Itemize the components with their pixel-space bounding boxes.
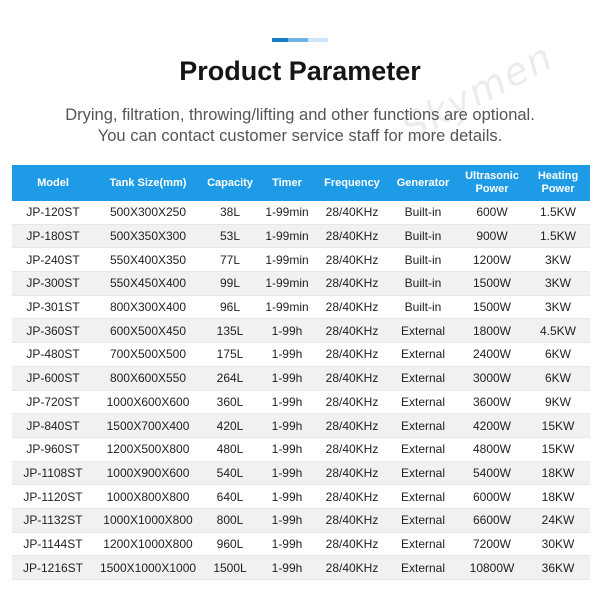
cell-heating-power: 1.5KW xyxy=(526,201,590,224)
table-row xyxy=(12,295,590,319)
cell-ultrasonic-power: 6600W xyxy=(458,508,526,532)
cell-ultrasonic-power: 1500W xyxy=(458,272,526,296)
cell-ultrasonic-power: 10800W xyxy=(458,556,526,580)
cell-timer: 1-99min xyxy=(258,295,316,319)
column-header-timer: Timer xyxy=(258,165,316,201)
table-row xyxy=(12,201,590,224)
cell-tank-size: 600X500X450 xyxy=(94,319,202,343)
cell-timer: 1-99min xyxy=(258,201,316,224)
table-row xyxy=(12,343,590,367)
cell-generator: External xyxy=(388,414,458,438)
page-title: Product Parameter xyxy=(179,56,421,86)
cell-timer: 1-99h xyxy=(258,319,316,343)
accent-segment xyxy=(272,38,288,42)
cell-tank-size: 550X450X400 xyxy=(94,272,202,296)
accent-segment xyxy=(288,38,308,42)
cell-model: JP-360ST xyxy=(12,319,94,343)
subtitle-line: Drying, filtration, throwing/lifting and other functions are optional. xyxy=(65,106,535,124)
table-row xyxy=(12,437,590,461)
cell-generator: Built-in xyxy=(388,248,458,272)
table-row xyxy=(12,366,590,390)
cell-heating-power: 6KW xyxy=(526,343,590,367)
cell-generator: External xyxy=(388,390,458,414)
cell-model: JP-1132ST xyxy=(12,508,94,532)
table-row xyxy=(12,485,590,509)
cell-frequency: 28/40KHz xyxy=(316,532,388,556)
cell-tank-size: 1000X800X800 xyxy=(94,485,202,509)
cell-generator: External xyxy=(388,437,458,461)
cell-ultrasonic-power: 600W xyxy=(458,201,526,224)
cell-model: JP-840ST xyxy=(12,414,94,438)
accent-segment xyxy=(308,38,328,42)
cell-model: JP-1108ST xyxy=(12,461,94,485)
column-header-generator: Generator xyxy=(388,165,458,201)
cell-frequency: 28/40KHz xyxy=(316,295,388,319)
cell-timer: 1-99h xyxy=(258,437,316,461)
cell-frequency: 28/40KHz xyxy=(316,556,388,580)
table-row xyxy=(12,224,590,248)
cell-generator: Built-in xyxy=(388,295,458,319)
cell-capacity: 77L xyxy=(202,248,258,272)
cell-heating-power: 30KW xyxy=(526,532,590,556)
cell-ultrasonic-power: 1500W xyxy=(458,295,526,319)
cell-frequency: 28/40KHz xyxy=(316,224,388,248)
cell-frequency: 28/40KHz xyxy=(316,343,388,367)
table-body xyxy=(12,201,590,580)
cell-capacity: 960L xyxy=(202,532,258,556)
cell-ultrasonic-power: 4800W xyxy=(458,437,526,461)
cell-timer: 1-99h xyxy=(258,390,316,414)
cell-model: JP-120ST xyxy=(12,201,94,224)
cell-heating-power: 18KW xyxy=(526,485,590,509)
cell-heating-power: 15KW xyxy=(526,414,590,438)
cell-capacity: 420L xyxy=(202,414,258,438)
cell-ultrasonic-power: 4200W xyxy=(458,414,526,438)
brand-watermark: Skymen xyxy=(394,33,561,151)
cell-model: JP-180ST xyxy=(12,224,94,248)
cell-generator: Built-in xyxy=(388,224,458,248)
cell-frequency: 28/40KHz xyxy=(316,437,388,461)
table-row xyxy=(12,461,590,485)
cell-heating-power: 4.5KW xyxy=(526,319,590,343)
cell-frequency: 28/40KHz xyxy=(316,201,388,224)
cell-ultrasonic-power: 3000W xyxy=(458,366,526,390)
cell-generator: External xyxy=(388,461,458,485)
cell-frequency: 28/40KHz xyxy=(316,508,388,532)
cell-capacity: 800L xyxy=(202,508,258,532)
cell-timer: 1-99h xyxy=(258,532,316,556)
cell-ultrasonic-power: 3600W xyxy=(458,390,526,414)
column-header-model: Model xyxy=(12,165,94,201)
cell-capacity: 175L xyxy=(202,343,258,367)
cell-frequency: 28/40KHz xyxy=(316,366,388,390)
cell-ultrasonic-power: 7200W xyxy=(458,532,526,556)
cell-capacity: 264L xyxy=(202,366,258,390)
table-row xyxy=(12,272,590,296)
cell-heating-power: 36KW xyxy=(526,556,590,580)
subtitle-line: You can contact customer service staff for more details. xyxy=(97,127,503,145)
cell-timer: 1-99h xyxy=(258,485,316,509)
cell-heating-power: 18KW xyxy=(526,461,590,485)
cell-heating-power: 6KW xyxy=(526,366,590,390)
cell-model: JP-960ST xyxy=(12,437,94,461)
cell-model: JP-301ST xyxy=(12,295,94,319)
cell-capacity: 99L xyxy=(202,272,258,296)
table-header-row xyxy=(12,165,590,201)
cell-tank-size: 500X300X250 xyxy=(94,201,202,224)
cell-capacity: 135L xyxy=(202,319,258,343)
cell-tank-size: 1000X1000X800 xyxy=(94,508,202,532)
cell-timer: 1-99h xyxy=(258,556,316,580)
cell-frequency: 28/40KHz xyxy=(316,390,388,414)
cell-ultrasonic-power: 900W xyxy=(458,224,526,248)
cell-generator: Built-in xyxy=(388,201,458,224)
cell-heating-power: 9KW xyxy=(526,390,590,414)
table-row xyxy=(12,390,590,414)
cell-capacity: 1500L xyxy=(202,556,258,580)
cell-model: JP-480ST xyxy=(12,343,94,367)
cell-ultrasonic-power: 5400W xyxy=(458,461,526,485)
cell-ultrasonic-power: 1200W xyxy=(458,248,526,272)
cell-generator: External xyxy=(388,485,458,509)
cell-model: JP-720ST xyxy=(12,390,94,414)
cell-heating-power: 3KW xyxy=(526,272,590,296)
cell-tank-size: 550X400X350 xyxy=(94,248,202,272)
cell-model: JP-300ST xyxy=(12,272,94,296)
cell-generator: External xyxy=(388,366,458,390)
cell-ultrasonic-power: 2400W xyxy=(458,343,526,367)
cell-frequency: 28/40KHz xyxy=(316,461,388,485)
cell-ultrasonic-power: 6000W xyxy=(458,485,526,509)
cell-model: JP-600ST xyxy=(12,366,94,390)
cell-generator: External xyxy=(388,556,458,580)
cell-heating-power: 1.5KW xyxy=(526,224,590,248)
cell-generator: External xyxy=(388,319,458,343)
column-header-tank-size: Tank Size(mm) xyxy=(94,165,202,201)
cell-timer: 1-99min xyxy=(258,248,316,272)
cell-generator: External xyxy=(388,343,458,367)
cell-tank-size: 500X350X300 xyxy=(94,224,202,248)
cell-heating-power: 24KW xyxy=(526,508,590,532)
table-row xyxy=(12,532,590,556)
cell-generator: External xyxy=(388,532,458,556)
cell-heating-power: 15KW xyxy=(526,437,590,461)
product-parameter-table xyxy=(12,165,590,580)
column-header-frequency: Frequency xyxy=(316,165,388,201)
cell-tank-size: 1000X600X600 xyxy=(94,390,202,414)
title-accent-bar xyxy=(272,38,328,42)
cell-capacity: 480L xyxy=(202,437,258,461)
cell-frequency: 28/40KHz xyxy=(316,319,388,343)
cell-model: JP-1120ST xyxy=(12,485,94,509)
cell-generator: External xyxy=(388,508,458,532)
cell-timer: 1-99min xyxy=(258,224,316,248)
cell-timer: 1-99h xyxy=(258,414,316,438)
table-row xyxy=(12,508,590,532)
cell-timer: 1-99h xyxy=(258,343,316,367)
cell-tank-size: 1000X900X600 xyxy=(94,461,202,485)
cell-frequency: 28/40KHz xyxy=(316,414,388,438)
cell-tank-size: 1500X700X400 xyxy=(94,414,202,438)
cell-tank-size: 1500X1000X1000 xyxy=(94,556,202,580)
cell-tank-size: 700X500X500 xyxy=(94,343,202,367)
cell-frequency: 28/40KHz xyxy=(316,248,388,272)
table-row xyxy=(12,248,590,272)
cell-frequency: 28/40KHz xyxy=(316,485,388,509)
cell-timer: 1-99min xyxy=(258,272,316,296)
table-row xyxy=(12,414,590,438)
cell-generator: Built-in xyxy=(388,272,458,296)
cell-tank-size: 1200X1000X800 xyxy=(94,532,202,556)
cell-frequency: 28/40KHz xyxy=(316,272,388,296)
table-row xyxy=(12,319,590,343)
cell-model: JP-240ST xyxy=(12,248,94,272)
cell-timer: 1-99h xyxy=(258,366,316,390)
cell-model: JP-1216ST xyxy=(12,556,94,580)
cell-capacity: 53L xyxy=(202,224,258,248)
cell-heating-power: 3KW xyxy=(526,295,590,319)
cell-tank-size: 1200X500X800 xyxy=(94,437,202,461)
cell-capacity: 96L xyxy=(202,295,258,319)
cell-capacity: 360L xyxy=(202,390,258,414)
cell-capacity: 38L xyxy=(202,201,258,224)
cell-capacity: 540L xyxy=(202,461,258,485)
column-header-heating-power: Heating Power xyxy=(526,165,590,201)
column-header-capacity: Capacity xyxy=(202,165,258,201)
cell-timer: 1-99h xyxy=(258,508,316,532)
table-row xyxy=(12,556,590,580)
cell-capacity: 640L xyxy=(202,485,258,509)
cell-timer: 1-99h xyxy=(258,461,316,485)
cell-tank-size: 800X300X400 xyxy=(94,295,202,319)
cell-heating-power: 3KW xyxy=(526,248,590,272)
cell-ultrasonic-power: 1800W xyxy=(458,319,526,343)
column-header-ultrasonic-power: Ultrasonic Power xyxy=(458,165,526,201)
cell-tank-size: 800X600X550 xyxy=(94,366,202,390)
subtitle xyxy=(0,105,600,147)
cell-model: JP-1144ST xyxy=(12,532,94,556)
